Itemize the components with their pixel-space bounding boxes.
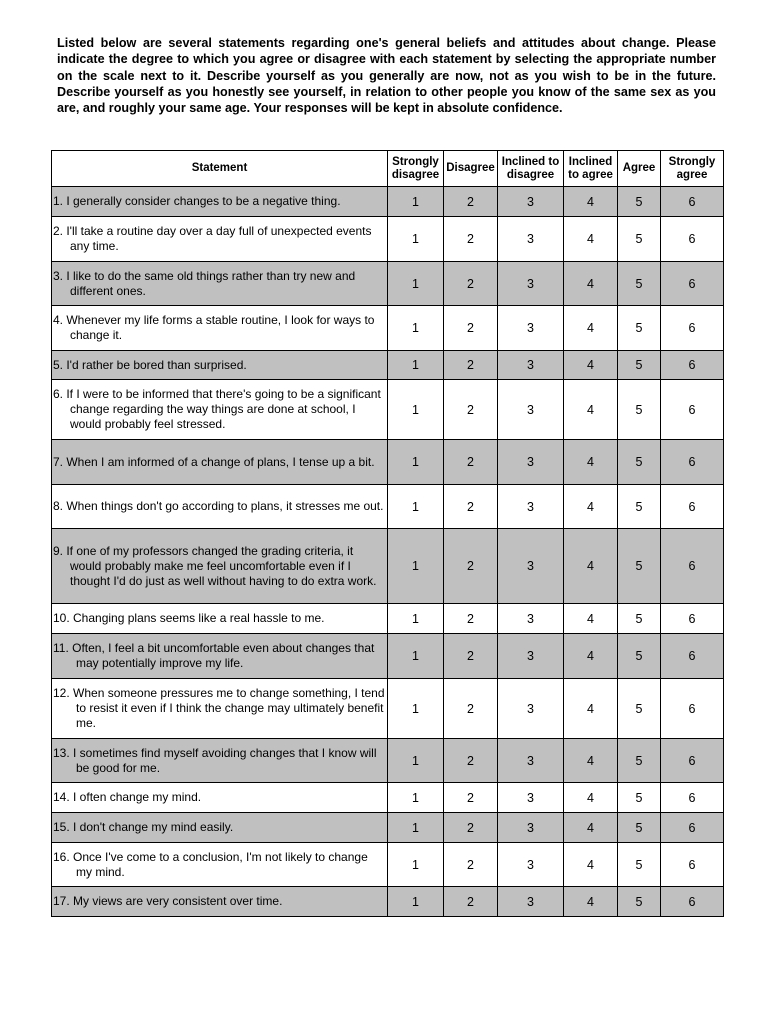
header-inclined-agree: Inclined to agree xyxy=(564,151,618,187)
survey-table xyxy=(51,150,724,917)
rating-option-4[interactable]: 4 xyxy=(564,529,618,604)
statement-text: 3. I like to do the same old things rather than try new and different ones. xyxy=(53,268,356,298)
rating-option-3[interactable]: 3 xyxy=(498,187,564,217)
statement-text: 7. When I am informed of a change of plans, I tense up a bit. xyxy=(53,454,375,469)
statement-cell xyxy=(52,485,388,529)
rating-option-4[interactable]: 4 xyxy=(564,306,618,351)
statement-cell xyxy=(52,306,388,351)
statement-text: 5. I'd rather be bored than surprised. xyxy=(53,357,247,372)
rating-option-3[interactable]: 3 xyxy=(498,380,564,440)
rating-option-4[interactable]: 4 xyxy=(564,262,618,306)
statement-text: 1. I generally consider changes to be a negative thing. xyxy=(53,194,341,208)
rating-option-5[interactable]: 5 xyxy=(618,887,661,917)
rating-option-3[interactable]: 3 xyxy=(498,306,564,351)
rating-option-3[interactable]: 3 xyxy=(498,440,564,485)
rating-option-1[interactable]: 1 xyxy=(388,187,444,217)
table-row xyxy=(52,380,724,440)
rating-option-5[interactable]: 5 xyxy=(618,262,661,306)
rating-option-5[interactable]: 5 xyxy=(618,187,661,217)
statement-text: 16. Once I've come to a conclusion, I'm not likely to change my mind. xyxy=(53,849,368,879)
rating-option-6[interactable]: 6 xyxy=(661,529,724,604)
statement-text: 13. I sometimes find myself avoiding changes that I know will be good for me. xyxy=(53,745,377,775)
table-row xyxy=(52,485,724,529)
statement-cell xyxy=(52,843,388,887)
rating-option-5[interactable]: 5 xyxy=(618,485,661,529)
table-row xyxy=(52,306,724,351)
rating-option-6[interactable]: 6 xyxy=(661,217,724,262)
statement-cell xyxy=(52,440,388,485)
rating-option-2[interactable]: 2 xyxy=(444,187,498,217)
rating-option-3[interactable]: 3 xyxy=(498,843,564,887)
rating-option-4[interactable]: 4 xyxy=(564,634,618,679)
rating-option-2[interactable]: 2 xyxy=(444,783,498,813)
rating-option-5[interactable]: 5 xyxy=(618,306,661,351)
rating-option-2[interactable]: 2 xyxy=(444,634,498,679)
table-row xyxy=(52,351,724,380)
rating-option-1[interactable]: 1 xyxy=(388,679,444,739)
rating-option-4[interactable]: 4 xyxy=(564,843,618,887)
rating-option-2[interactable]: 2 xyxy=(444,306,498,351)
rating-option-2[interactable]: 2 xyxy=(444,604,498,634)
rating-option-2[interactable]: 2 xyxy=(444,217,498,262)
statement-text: 15. I don't change my mind easily. xyxy=(53,820,234,834)
rating-option-1[interactable]: 1 xyxy=(388,529,444,604)
statement-cell xyxy=(52,217,388,262)
rating-option-1[interactable]: 1 xyxy=(388,604,444,634)
rating-option-5[interactable]: 5 xyxy=(618,679,661,739)
rating-option-1[interactable]: 1 xyxy=(388,843,444,887)
statement-cell xyxy=(52,783,388,813)
rating-option-2[interactable]: 2 xyxy=(444,380,498,440)
table-row xyxy=(52,739,724,783)
rating-option-2[interactable]: 2 xyxy=(444,440,498,485)
rating-option-5[interactable]: 5 xyxy=(618,351,661,380)
rating-option-1[interactable]: 1 xyxy=(388,217,444,262)
rating-option-5[interactable]: 5 xyxy=(618,813,661,843)
statement-cell xyxy=(52,679,388,739)
statement-cell xyxy=(52,351,388,380)
statement-cell xyxy=(52,887,388,917)
rating-option-5[interactable]: 5 xyxy=(618,529,661,604)
rating-option-3[interactable]: 3 xyxy=(498,813,564,843)
rating-option-4[interactable]: 4 xyxy=(564,679,618,739)
statement-text: 17. My views are very consistent over time. xyxy=(53,894,283,908)
rating-option-2[interactable]: 2 xyxy=(444,887,498,917)
rating-option-2[interactable]: 2 xyxy=(444,679,498,739)
statement-cell xyxy=(52,604,388,634)
rating-option-6[interactable]: 6 xyxy=(661,739,724,783)
statement-text: 12. When someone pressures me to change something, I tend to resist it even if I think the change may ultimately benefit me. xyxy=(53,686,385,730)
header-strongly-disagree: Strongly disagree xyxy=(388,151,444,187)
rating-option-6[interactable]: 6 xyxy=(661,380,724,440)
rating-option-3[interactable]: 3 xyxy=(498,529,564,604)
rating-option-1[interactable]: 1 xyxy=(388,887,444,917)
rating-option-1[interactable]: 1 xyxy=(388,380,444,440)
statement-cell xyxy=(52,380,388,440)
rating-option-1[interactable]: 1 xyxy=(388,634,444,679)
rating-option-4[interactable]: 4 xyxy=(564,217,618,262)
rating-option-3[interactable]: 3 xyxy=(498,485,564,529)
statement-cell xyxy=(52,262,388,306)
rating-option-4[interactable]: 4 xyxy=(564,887,618,917)
rating-option-6[interactable]: 6 xyxy=(661,604,724,634)
header-statement: Statement xyxy=(52,151,388,187)
rating-option-6[interactable]: 6 xyxy=(661,634,724,679)
statement-text: 14. I often change my mind. xyxy=(53,790,202,804)
rating-option-3[interactable]: 3 xyxy=(498,604,564,634)
rating-option-4[interactable]: 4 xyxy=(564,187,618,217)
rating-option-4[interactable]: 4 xyxy=(564,783,618,813)
rating-option-3[interactable]: 3 xyxy=(498,217,564,262)
table-row xyxy=(52,813,724,843)
header-agree: Agree xyxy=(618,151,661,187)
rating-option-6[interactable]: 6 xyxy=(661,187,724,217)
statement-text: 11. Often, I feel a bit uncomfortable even about changes that may potentially improve my life. xyxy=(53,641,375,670)
rating-option-2[interactable]: 2 xyxy=(444,351,498,380)
rating-option-4[interactable]: 4 xyxy=(564,485,618,529)
rating-option-2[interactable]: 2 xyxy=(444,485,498,529)
rating-option-1[interactable]: 1 xyxy=(388,262,444,306)
statement-text: 4. Whenever my life forms a stable routine, I look for ways to change it. xyxy=(53,313,375,342)
rating-option-5[interactable]: 5 xyxy=(618,380,661,440)
table-row xyxy=(52,187,724,217)
rating-option-6[interactable]: 6 xyxy=(661,813,724,843)
rating-option-2[interactable]: 2 xyxy=(444,843,498,887)
rating-option-2[interactable]: 2 xyxy=(444,262,498,306)
rating-option-5[interactable]: 5 xyxy=(618,843,661,887)
table-row xyxy=(52,887,724,917)
rating-option-3[interactable]: 3 xyxy=(498,887,564,917)
table-row xyxy=(52,440,724,485)
table-row xyxy=(52,843,724,887)
statement-cell xyxy=(52,529,388,604)
rating-option-5[interactable]: 5 xyxy=(618,217,661,262)
table-row xyxy=(52,262,724,306)
rating-option-1[interactable]: 1 xyxy=(388,739,444,783)
table-row xyxy=(52,529,724,604)
rating-option-3[interactable]: 3 xyxy=(498,783,564,813)
statement-text: 6. If I were to be informed that there's going to be a significant change regarding the way things are done at school, I would probably feel stressed. xyxy=(53,387,381,431)
header-disagree: Disagree xyxy=(444,151,498,187)
rating-option-3[interactable]: 3 xyxy=(498,262,564,306)
header-strongly-agree: Strongly agree xyxy=(661,151,724,187)
rating-option-6[interactable]: 6 xyxy=(661,306,724,351)
rating-option-3[interactable]: 3 xyxy=(498,679,564,739)
statement-cell xyxy=(52,634,388,679)
statement-cell xyxy=(52,813,388,843)
table-row xyxy=(52,783,724,813)
rating-option-1[interactable]: 1 xyxy=(388,485,444,529)
rating-option-4[interactable]: 4 xyxy=(564,380,618,440)
rating-option-2[interactable]: 2 xyxy=(444,529,498,604)
rating-option-6[interactable]: 6 xyxy=(661,351,724,380)
rating-option-5[interactable]: 5 xyxy=(618,739,661,783)
rating-option-2[interactable]: 2 xyxy=(444,813,498,843)
instructions-paragraph: Listed below are several statements regarding one's general beliefs and attitudes about change. Please indicate the degree to which you agree or disagree with each statement by selecting the appropriate number on the scale next to it. Describe yourself as you generally are now, not as you wish to be in the future. Describe yourself as you honestly see yourself, in relation to other people you know of the same sex as you are, and roughly your same age. Your responses will be kept in absolute confidence. xyxy=(57,36,716,116)
table-row xyxy=(52,217,724,262)
rating-option-1[interactable]: 1 xyxy=(388,783,444,813)
rating-option-3[interactable]: 3 xyxy=(498,634,564,679)
statement-cell xyxy=(52,739,388,783)
rating-option-5[interactable]: 5 xyxy=(618,440,661,485)
rating-option-5[interactable]: 5 xyxy=(618,604,661,634)
statement-text: 9. If one of my professors changed the grading criteria, it would probably make me feel uncomfortable even if I thought I'd do just as well without having to do extra work. xyxy=(53,543,377,588)
rating-option-6[interactable]: 6 xyxy=(661,679,724,739)
statement-text: 2. I'll take a routine day over a day full of unexpected events any time. xyxy=(53,224,372,253)
header-row xyxy=(52,151,724,187)
rating-option-6[interactable]: 6 xyxy=(661,887,724,917)
statement-text: 8. When things don't go according to plans, it stresses me out. xyxy=(53,499,384,513)
rating-option-1[interactable]: 1 xyxy=(388,440,444,485)
rating-option-1[interactable]: 1 xyxy=(388,813,444,843)
rating-option-4[interactable]: 4 xyxy=(564,604,618,634)
rating-option-6[interactable]: 6 xyxy=(661,440,724,485)
header-inclined-disagree: Inclined to disagree xyxy=(498,151,564,187)
statement-cell xyxy=(52,187,388,217)
rating-option-2[interactable]: 2 xyxy=(444,739,498,783)
rating-option-1[interactable]: 1 xyxy=(388,306,444,351)
table-row xyxy=(52,679,724,739)
table-row xyxy=(52,604,724,634)
rating-option-6[interactable]: 6 xyxy=(661,485,724,529)
table-row xyxy=(52,634,724,679)
rating-option-6[interactable]: 6 xyxy=(661,783,724,813)
rating-option-1[interactable]: 1 xyxy=(388,351,444,380)
rating-option-4[interactable]: 4 xyxy=(564,739,618,783)
rating-option-4[interactable]: 4 xyxy=(564,440,618,485)
rating-option-6[interactable]: 6 xyxy=(661,262,724,306)
rating-option-4[interactable]: 4 xyxy=(564,351,618,380)
rating-option-5[interactable]: 5 xyxy=(618,783,661,813)
rating-option-5[interactable]: 5 xyxy=(618,634,661,679)
statement-text: 10. Changing plans seems like a real hassle to me. xyxy=(53,611,325,625)
rating-option-6[interactable]: 6 xyxy=(661,843,724,887)
rating-option-3[interactable]: 3 xyxy=(498,739,564,783)
rating-option-3[interactable]: 3 xyxy=(498,351,564,380)
rating-option-4[interactable]: 4 xyxy=(564,813,618,843)
